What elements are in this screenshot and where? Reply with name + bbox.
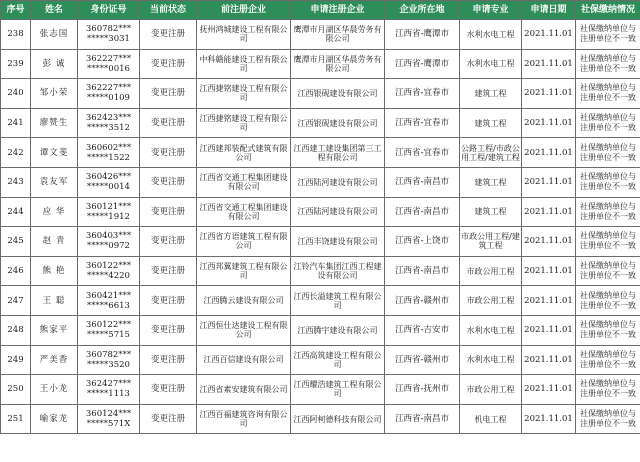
cell-major: 建筑工程 — [460, 108, 522, 138]
cell-date: 2021.11.01 — [522, 79, 576, 109]
cell-name: 谭文斐 — [31, 138, 78, 168]
cell-major: 机电工程 — [460, 404, 522, 434]
id-number-line-1: 360122*** — [85, 261, 132, 272]
cell-social-security: 社保缴纳单位与注册单位不一致 — [576, 315, 640, 345]
cell-status: 变更注册 — [140, 375, 197, 405]
cell-prev-company: 江西省素安建筑有限公司 — [197, 375, 291, 405]
cell-apply-company: 江西陆河建设有限公司 — [291, 167, 385, 197]
cell-major: 公路工程/市政公用工程/建筑工程 — [460, 138, 522, 168]
cell-apply-company: 江西建工建设集团第三工程有限公司 — [291, 138, 385, 168]
cell-apply-company: 江铃汽车集团江西工程建设有限公司 — [291, 256, 385, 286]
cell-id-number — [78, 197, 140, 227]
cell-name: 严美香 — [31, 345, 78, 375]
cell-name: 熊家平 — [31, 315, 78, 345]
cell-name: 王小龙 — [31, 375, 78, 405]
cell-major: 建筑工程 — [460, 197, 522, 227]
cell-prev-company: 江西恒仕达建设工程有限公司 — [197, 315, 291, 345]
cell-date: 2021.11.01 — [522, 20, 576, 50]
cell-no: 241 — [1, 108, 31, 138]
cell-name: 袁友军 — [31, 167, 78, 197]
cell-prev-company: 江西省交通工程集团建设有限公司 — [197, 167, 291, 197]
cell-social-security: 社保缴纳单位与注册单位不一致 — [576, 404, 640, 434]
cell-apply-company: 江西银砚建设有限公司 — [291, 79, 385, 109]
id-number-line-2: *****5715 — [87, 330, 130, 341]
col-header-location: 企业所在地 — [385, 1, 460, 20]
cell-apply-company: 江西陆河建设有限公司 — [291, 197, 385, 227]
cell-status: 变更注册 — [140, 227, 197, 257]
cell-date: 2021.11.01 — [522, 167, 576, 197]
cell-name: 喻家龙 — [31, 404, 78, 434]
cell-social-security: 社保缴纳单位与注册单位不一致 — [576, 375, 640, 405]
cell-status: 变更注册 — [140, 20, 197, 50]
cell-location: 江西省-南昌市 — [385, 167, 460, 197]
id-number-line-1: 362423*** — [85, 113, 132, 124]
col-header-name: 姓名 — [31, 1, 78, 20]
cell-prev-company: 江西百福建筑咨询有限公司 — [197, 404, 291, 434]
cell-status: 变更注册 — [140, 286, 197, 316]
id-number-line-2: *****4220 — [87, 271, 130, 282]
cell-location: 江西省-上饶市 — [385, 227, 460, 257]
cell-date: 2021.11.01 — [522, 404, 576, 434]
cell-id-number — [78, 256, 140, 286]
table-row — [1, 79, 640, 109]
table-header-row — [1, 1, 640, 20]
cell-no: 244 — [1, 197, 31, 227]
cell-status: 变更注册 — [140, 404, 197, 434]
id-number-line-2: *****0109 — [87, 93, 130, 104]
cell-location: 江西省-吉安市 — [385, 315, 460, 345]
id-number-line-2: *****0014 — [87, 182, 130, 193]
cell-major: 水利水电工程 — [460, 315, 522, 345]
cell-social-security: 社保缴纳单位与注册单位不一致 — [576, 108, 640, 138]
cell-apply-company: 江西阿柯德科技有限公司 — [291, 404, 385, 434]
cell-name: 张志国 — [31, 20, 78, 50]
cell-prev-company: 江西百信建设有限公司 — [197, 345, 291, 375]
cell-no: 246 — [1, 256, 31, 286]
cell-no: 238 — [1, 20, 31, 50]
id-number-line-1: 360122*** — [85, 320, 132, 331]
cell-prev-company: 江西腾云建设有限公司 — [197, 286, 291, 316]
cell-date: 2021.11.01 — [522, 227, 576, 257]
cell-id-number — [78, 315, 140, 345]
cell-status: 变更注册 — [140, 49, 197, 79]
cell-date: 2021.11.01 — [522, 197, 576, 227]
cell-status: 变更注册 — [140, 79, 197, 109]
cell-date: 2021.11.01 — [522, 138, 576, 168]
cell-prev-company: 中科赣能建设工程有限公司 — [197, 49, 291, 79]
cell-social-security: 社保缴纳单位与注册单位不一致 — [576, 79, 640, 109]
cell-location: 江西省-宜春市 — [385, 138, 460, 168]
cell-major: 市政公用工程 — [460, 256, 522, 286]
table-row — [1, 167, 640, 197]
cell-date: 2021.11.01 — [522, 345, 576, 375]
cell-no: 242 — [1, 138, 31, 168]
table-row — [1, 197, 640, 227]
table-row — [1, 375, 640, 405]
cell-no: 240 — [1, 79, 31, 109]
cell-date: 2021.11.01 — [522, 375, 576, 405]
cell-no: 243 — [1, 167, 31, 197]
cell-location: 江西省-抚州市 — [385, 375, 460, 405]
cell-apply-company: 江西耀浩建筑工程有限公司 — [291, 375, 385, 405]
table-row — [1, 108, 640, 138]
cell-social-security: 社保缴纳单位与注册单位不一致 — [576, 20, 640, 50]
cell-status: 变更注册 — [140, 167, 197, 197]
cell-no: 248 — [1, 315, 31, 345]
cell-prev-company: 抚州鸿城建设工程有限公司 — [197, 20, 291, 50]
cell-name: 熊 艳 — [31, 256, 78, 286]
cell-location: 江西省-赣州市 — [385, 286, 460, 316]
cell-location: 江西省-南昌市 — [385, 197, 460, 227]
id-number-line-1: 360124*** — [85, 409, 132, 420]
cell-social-security: 社保缴纳单位与注册单位不一致 — [576, 345, 640, 375]
cell-social-security: 社保缴纳单位与注册单位不一致 — [576, 227, 640, 257]
id-number-line-2: *****0016 — [87, 63, 130, 74]
cell-date: 2021.11.01 — [522, 315, 576, 345]
cell-id-number — [78, 167, 140, 197]
id-number-line-1: 362227*** — [85, 53, 132, 64]
cell-name: 赵 青 — [31, 227, 78, 257]
cell-prev-company: 江西捷铭建设工程有限公司 — [197, 108, 291, 138]
cell-id-number — [78, 49, 140, 79]
id-number-line-2: *****1113 — [87, 389, 130, 400]
col-header-prev-company: 前注册企业 — [197, 1, 291, 20]
cell-name: 王 聪 — [31, 286, 78, 316]
cell-apply-company: 鹰潭市月湖区华晨劳务有限公司 — [291, 20, 385, 50]
cell-date: 2021.11.01 — [522, 256, 576, 286]
cell-social-security: 社保缴纳单位与注册单位不一致 — [576, 167, 640, 197]
cell-major: 市政公用工程 — [460, 375, 522, 405]
id-number-line-2: *****3520 — [87, 359, 130, 370]
cell-social-security: 社保缴纳单位与注册单位不一致 — [576, 286, 640, 316]
table-row — [1, 345, 640, 375]
cell-location: 江西省-鹰潭市 — [385, 49, 460, 79]
cell-status: 变更注册 — [140, 315, 197, 345]
cell-status: 变更注册 — [140, 108, 197, 138]
cell-major: 水利水电工程 — [460, 49, 522, 79]
cell-apply-company: 江西腾宇建设有限公司 — [291, 315, 385, 345]
cell-date: 2021.11.01 — [522, 108, 576, 138]
id-number-line-2: *****571X — [86, 419, 131, 430]
cell-date: 2021.11.01 — [522, 286, 576, 316]
cell-id-number — [78, 345, 140, 375]
cell-social-security: 社保缴纳单位与注册单位不一致 — [576, 256, 640, 286]
cell-apply-company: 江西高筑建设工程有限公司 — [291, 345, 385, 375]
cell-status: 变更注册 — [140, 256, 197, 286]
cell-status: 变更注册 — [140, 138, 197, 168]
cell-no: 251 — [1, 404, 31, 434]
cell-status: 变更注册 — [140, 197, 197, 227]
id-number-line-1: 362227*** — [85, 83, 132, 94]
cell-prev-company: 江西省方语建筑工程有限公司 — [197, 227, 291, 257]
cell-apply-company: 江西长溢建筑工程有限公司 — [291, 286, 385, 316]
cell-apply-company: 江西银砚建设有限公司 — [291, 108, 385, 138]
cell-id-number — [78, 138, 140, 168]
cell-name: 廖赞生 — [31, 108, 78, 138]
cell-id-number — [78, 79, 140, 109]
cell-apply-company: 鹰潭市月湖区华晨劳务有限公司 — [291, 49, 385, 79]
table-row — [1, 227, 640, 257]
col-header-date: 申请日期 — [522, 1, 576, 20]
cell-id-number — [78, 286, 140, 316]
table-row — [1, 138, 640, 168]
cell-date: 2021.11.01 — [522, 49, 576, 79]
cell-prev-company: 江西邦翼建筑工程有限公司 — [197, 256, 291, 286]
cell-id-number — [78, 20, 140, 50]
id-number-line-1: 360403*** — [85, 231, 132, 242]
id-number-line-1: 360426*** — [85, 172, 132, 183]
cell-no: 247 — [1, 286, 31, 316]
cell-major: 市政公用工程/建筑工程 — [460, 227, 522, 257]
cell-location: 江西省-宜春市 — [385, 79, 460, 109]
cell-prev-company: 江西捷铭建设工程有限公司 — [197, 79, 291, 109]
cell-status: 变更注册 — [140, 345, 197, 375]
id-number-line-1: 360602*** — [85, 142, 132, 153]
cell-no: 245 — [1, 227, 31, 257]
table-row — [1, 256, 640, 286]
col-header-apply-company: 申请注册企业 — [291, 1, 385, 20]
cell-name: 邹小荣 — [31, 79, 78, 109]
cell-location: 江西省-宜春市 — [385, 108, 460, 138]
table-row — [1, 20, 640, 50]
cell-apply-company: 江西丰饶建设有限公司 — [291, 227, 385, 257]
cell-no: 250 — [1, 375, 31, 405]
cell-major: 建筑工程 — [460, 167, 522, 197]
cell-major: 水利水电工程 — [460, 345, 522, 375]
id-number-line-1: 362427*** — [85, 379, 132, 390]
id-number-line-2: *****0972 — [87, 241, 130, 252]
cell-location: 江西省-赣州市 — [385, 345, 460, 375]
cell-social-security: 社保缴纳单位与注册单位不一致 — [576, 49, 640, 79]
cell-id-number — [78, 108, 140, 138]
id-number-line-2: *****3031 — [87, 34, 130, 45]
cell-social-security: 社保缴纳单位与注册单位不一致 — [576, 197, 640, 227]
col-header-id: 身份证号 — [78, 1, 140, 20]
cell-id-number — [78, 375, 140, 405]
id-number-line-1: 360782*** — [85, 24, 132, 35]
cell-id-number — [78, 404, 140, 434]
id-number-line-2: *****3512 — [87, 123, 130, 134]
id-number-line-2: *****1522 — [87, 152, 130, 163]
id-number-line-1: 360782*** — [85, 349, 132, 360]
cell-location: 江西省-南昌市 — [385, 404, 460, 434]
cell-location: 江西省-南昌市 — [385, 256, 460, 286]
cell-no: 239 — [1, 49, 31, 79]
cell-major: 水利水电工程 — [460, 20, 522, 50]
table-row — [1, 286, 640, 316]
id-number-line-2: *****1912 — [87, 211, 130, 222]
cell-name: 彭 诚 — [31, 49, 78, 79]
cell-no: 249 — [1, 345, 31, 375]
id-number-line-1: 360121*** — [85, 201, 132, 212]
col-header-major: 申请专业 — [460, 1, 522, 20]
table-row — [1, 315, 640, 345]
table-body — [1, 20, 640, 434]
cell-name: 应 华 — [31, 197, 78, 227]
cell-prev-company: 江西省交通工程集团建设有限公司 — [197, 197, 291, 227]
cell-id-number — [78, 227, 140, 257]
cell-location: 江西省-鹰潭市 — [385, 20, 460, 50]
col-header-social-security: 社保缴纳情况 — [576, 1, 640, 20]
cell-major: 市政公用工程 — [460, 286, 522, 316]
cell-major: 建筑工程 — [460, 79, 522, 109]
cell-social-security: 社保缴纳单位与注册单位不一致 — [576, 138, 640, 168]
id-number-line-1: 360421*** — [85, 290, 132, 301]
table-row — [1, 404, 640, 434]
table-row — [1, 49, 640, 79]
cell-prev-company: 江西建邦装配式建筑有限公司 — [197, 138, 291, 168]
col-header-no: 序号 — [1, 1, 31, 20]
id-number-line-2: *****6613 — [87, 300, 130, 311]
col-header-status: 当前状态 — [140, 1, 197, 20]
